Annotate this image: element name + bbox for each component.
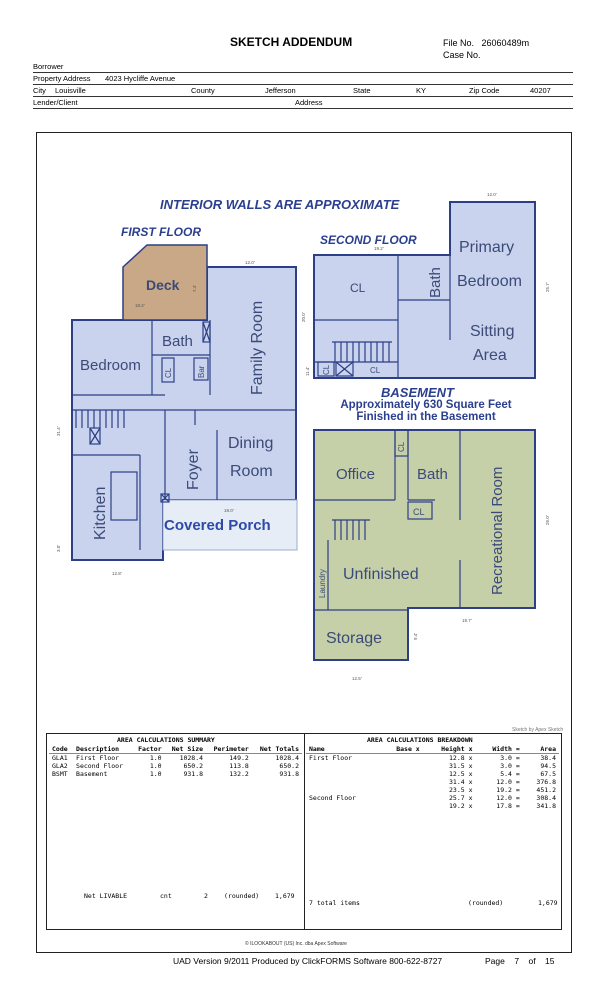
- net-cnt-label: cnt: [160, 892, 172, 900]
- table-cell: [306, 762, 381, 770]
- column-header: Net Size: [165, 745, 206, 754]
- table-cell: GLA1: [52, 754, 68, 762]
- room-label-room: Room: [230, 463, 273, 480]
- basement-note-2: Finished in the Basement: [356, 411, 496, 423]
- room-label-bedroom-2: Bedroom: [457, 273, 522, 290]
- table-cell: 931.8: [183, 770, 204, 778]
- table-cell: 1.0: [149, 770, 162, 778]
- column-header: Factor: [132, 745, 165, 754]
- dimension-label: 11.4': [305, 366, 310, 376]
- table-cell: 31.5 x: [449, 762, 473, 770]
- table-row: [306, 794, 559, 802]
- table-cell: [381, 770, 423, 778]
- copyright-text: © ILOOKABOUT (US) Inc. dba Apex Software: [245, 941, 347, 947]
- city-label: City: [33, 86, 46, 95]
- dimension-label: 12.0': [487, 192, 497, 197]
- column-header: Code: [49, 745, 73, 754]
- uad-version-text: UAD Version 9/2011 Produced by ClickFORMS Software 800-622-8727: [173, 956, 443, 966]
- borrower-label: Borrower: [33, 62, 64, 71]
- dimension-label: 31.4': [56, 426, 61, 436]
- summary-table: [49, 745, 302, 778]
- table-cell: 308.4: [536, 794, 556, 802]
- table-row: [306, 770, 559, 778]
- table-cell: 31.4 x: [449, 778, 473, 786]
- room-label-primary: Primary: [459, 239, 515, 256]
- property-address-label: Property Address: [33, 74, 91, 83]
- table-cell: 19.2 =: [496, 786, 520, 794]
- summary-title: AREA CALCULATIONS SUMMARY: [117, 736, 215, 744]
- room-label-unfinished: Unfinished: [343, 566, 419, 583]
- column-header: Net Totals: [252, 745, 302, 754]
- table-row: [49, 770, 302, 778]
- net-livable-row: [84, 892, 295, 900]
- room-label-covered-porch: Covered Porch: [164, 517, 271, 534]
- page-number: 7: [514, 956, 520, 966]
- room-label-cl-3: CL: [322, 364, 331, 375]
- breakdown-total-value: 1,679: [538, 899, 558, 907]
- file-no-label: File No.: [443, 38, 475, 48]
- room-label-bath-2: Bath: [427, 267, 444, 298]
- dimension-label: 25.7': [545, 282, 550, 292]
- table-cell: 451.2: [536, 786, 556, 794]
- table-cell: 376.8: [536, 778, 556, 786]
- table-cell: [381, 802, 423, 810]
- room-label-bedroom-1: Bedroom: [80, 357, 141, 374]
- page-indicator: [485, 956, 555, 966]
- dimension-label: 19.2': [135, 303, 145, 308]
- column-header: Perimeter: [206, 745, 252, 754]
- table-cell: 132.2: [229, 770, 249, 778]
- room-label-cl-5: CL: [397, 441, 406, 452]
- table-cell: [381, 786, 423, 794]
- table-cell: [306, 770, 381, 778]
- dimension-label: 19.0': [224, 508, 234, 513]
- interior-walls-note: INTERIOR WALLS ARE APPROXIMATE: [160, 197, 400, 212]
- table-cell: 17.8 =: [496, 802, 520, 810]
- table-cell: 5.4 =: [500, 770, 520, 778]
- table-cell: 149.2: [229, 754, 249, 762]
- county-label: County: [191, 86, 215, 95]
- table-cell: [381, 794, 423, 802]
- basement-heading: BASEMENT: [381, 385, 454, 400]
- column-header: Description: [73, 745, 132, 754]
- table-cell: 3.0 =: [500, 762, 520, 770]
- table-cell: 12.5 x: [449, 770, 473, 778]
- total-pages: 15: [545, 956, 555, 966]
- property-address-value: 4023 Hycliffe Avenue: [105, 74, 176, 83]
- table-row: [306, 786, 559, 794]
- room-label-bar: Bar: [197, 365, 206, 378]
- table-cell: [306, 802, 381, 810]
- table-row: [306, 762, 559, 770]
- table-cell: Second Floor: [76, 762, 124, 770]
- room-label-bath-1: Bath: [162, 333, 193, 350]
- room-label-office: Office: [336, 466, 375, 483]
- room-label-family-room: Family Room: [249, 300, 266, 395]
- table-cell: 67.5: [540, 770, 556, 778]
- dimension-label: 12.0': [245, 260, 255, 265]
- net-total-value: 1,679: [275, 892, 295, 900]
- column-header: Height x: [423, 745, 476, 754]
- room-label-cl-1: CL: [164, 367, 173, 378]
- table-cell: 23.5 x: [449, 786, 473, 794]
- room-label-recreational-room: Recreational Room: [489, 466, 506, 595]
- breakdown-total-row: [309, 899, 558, 907]
- table-cell: BSMT: [52, 770, 68, 778]
- column-header: Width =: [475, 745, 522, 754]
- table-cell: 1.0: [149, 762, 162, 770]
- column-header: Name: [306, 745, 381, 754]
- table-cell: First Floor: [309, 754, 353, 762]
- breakdown-title: AREA CALCULATIONS BREAKDOWN: [367, 736, 473, 744]
- column-header: Area: [523, 745, 559, 754]
- table-cell: [306, 786, 381, 794]
- dimension-label: 12.5': [352, 676, 362, 681]
- table-cell: [381, 754, 423, 763]
- room-label-cl-2: CL: [350, 281, 366, 295]
- file-no-value: 26060489m: [481, 38, 530, 48]
- table-cell: 113.8: [229, 762, 249, 770]
- dimension-label: 7.4': [192, 284, 197, 292]
- second-floor-heading: SECOND FLOOR: [320, 233, 417, 247]
- table-cell: 38.4: [540, 754, 556, 762]
- net-livable-label: Net LIVABLE: [84, 892, 128, 900]
- table-cell: [306, 778, 381, 786]
- room-label-foyer: Foyer: [185, 449, 202, 490]
- dimension-label: 12.8': [112, 571, 122, 576]
- summary-header-row: [49, 745, 302, 754]
- room-label-kitchen: Kitchen: [92, 486, 109, 540]
- area-calculations-box: [46, 733, 562, 930]
- table-cell: 931.8: [279, 770, 299, 778]
- table-cell: 94.5: [540, 762, 556, 770]
- zip-label: Zip Code: [469, 86, 500, 95]
- room-label-deck: Deck: [146, 277, 180, 293]
- room-label-dining: Dining: [228, 435, 274, 452]
- table-cell: 341.8: [536, 802, 556, 810]
- of-label: of: [528, 956, 536, 966]
- page-title: SKETCH ADDENDUM: [230, 35, 353, 49]
- sketch-credit: Sketch by Apex Sketch: [512, 727, 564, 733]
- breakdown-rounded-label: (rounded): [468, 899, 504, 907]
- basement-note-1: Approximately 630 Square Feet: [340, 399, 512, 411]
- room-label-laundry: Laundry: [318, 569, 327, 598]
- dimension-label: 9.4': [413, 632, 418, 640]
- dimension-label: 19.2': [374, 246, 384, 251]
- address-label: Address: [295, 98, 323, 107]
- table-cell: [381, 778, 423, 786]
- net-cnt-value: 2: [204, 892, 208, 900]
- case-no-label: Case No.: [443, 50, 481, 60]
- table-cell: 650.2: [279, 762, 299, 770]
- table-row: [306, 802, 559, 810]
- lender-label: Lender/Client: [33, 98, 78, 107]
- dimension-label: 20.0': [301, 312, 306, 322]
- table-cell: 3.0 =: [500, 754, 520, 762]
- dimension-label: 19.7': [462, 618, 472, 623]
- table-row: [49, 754, 302, 763]
- table-cell: Second Floor: [309, 794, 356, 802]
- table-cell: 650.2: [183, 762, 204, 770]
- dimension-label: 3.0': [56, 544, 61, 552]
- county-value: Jefferson: [265, 86, 296, 95]
- table-row: [306, 778, 559, 786]
- table-cell: 12.0 =: [496, 794, 520, 802]
- table-cell: GLA2: [52, 762, 68, 770]
- room-label-bath-3: Bath: [417, 466, 448, 483]
- table-row: [49, 762, 302, 770]
- table-cell: Basement: [76, 770, 108, 778]
- table-cell: 12.0 =: [496, 778, 520, 786]
- table-cell: 1028.4: [179, 754, 204, 762]
- table-cell: 1.0: [149, 754, 162, 762]
- breakdown-table: [306, 745, 559, 810]
- state-value: KY: [416, 86, 427, 95]
- first-floor-heading: FIRST FLOOR: [121, 225, 201, 239]
- table-cell: 1028.4: [275, 754, 299, 762]
- room-label-area: Area: [473, 347, 507, 364]
- column-header: Base x: [381, 745, 423, 754]
- breakdown-header-row: [306, 745, 559, 754]
- zip-value: 40207: [530, 86, 551, 95]
- table-cell: 25.7 x: [449, 794, 473, 802]
- city-value: Louisville: [55, 86, 86, 95]
- total-items-label: 7 total items: [309, 899, 360, 907]
- table-cell: [381, 762, 423, 770]
- table-row: [306, 754, 559, 763]
- page-label: Page: [485, 956, 505, 966]
- dimension-label: 26.0': [545, 515, 550, 525]
- room-label-sitting: Sitting: [470, 323, 515, 340]
- table-cell: First Floor: [76, 754, 120, 762]
- state-label: State: [353, 86, 371, 95]
- table-cell: 12.8 x: [449, 754, 473, 762]
- room-label-storage: Storage: [326, 630, 383, 647]
- room-label-cl-6: CL: [413, 507, 425, 517]
- net-rounded-label: (rounded): [224, 892, 260, 900]
- table-cell: 19.2 x: [449, 802, 473, 810]
- room-label-cl-4: CL: [370, 366, 381, 375]
